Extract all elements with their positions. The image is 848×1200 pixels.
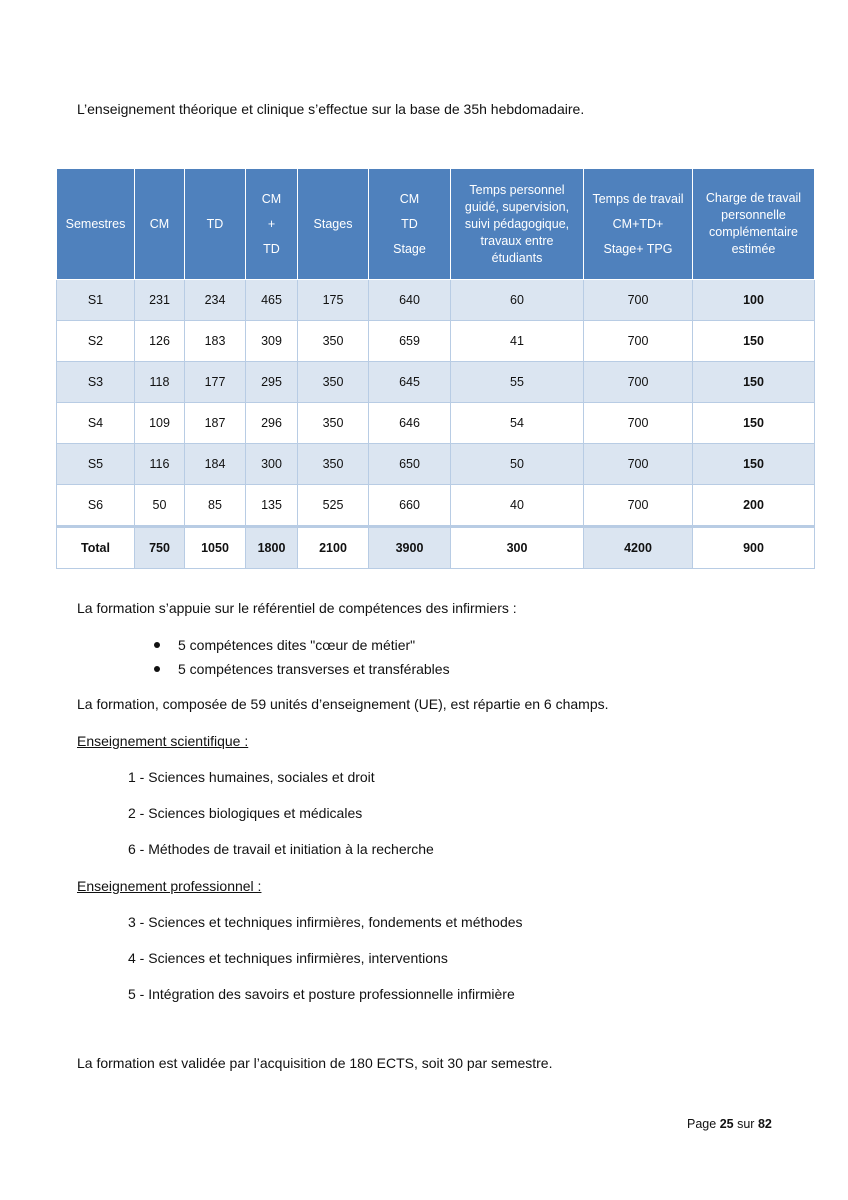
table-row bbox=[57, 485, 815, 527]
table-cell: 100 bbox=[693, 280, 815, 321]
header-semestres: Semestres bbox=[57, 169, 135, 280]
table-cell: 85 bbox=[185, 485, 246, 527]
composition-paragraph: La formation, composée de 59 unités d’enseignement (UE), est répartie en 6 champs. bbox=[77, 696, 609, 712]
row-label: S6 bbox=[57, 485, 135, 527]
table-cell: 187 bbox=[185, 403, 246, 444]
table-cell: 350 bbox=[298, 362, 369, 403]
row-label: S2 bbox=[57, 321, 135, 362]
champ-item: 5 - Intégration des savoirs et posture professionnelle infirmière bbox=[128, 986, 515, 1002]
table-cell: 350 bbox=[298, 403, 369, 444]
champ-item: 1 - Sciences humaines, sociales et droit bbox=[128, 769, 375, 785]
total-cell: 3900 bbox=[369, 527, 451, 569]
header-temps-de-travail: Temps de travail CM+TD+ Stage+ TPG bbox=[584, 169, 693, 280]
table-row bbox=[57, 403, 815, 444]
total-cell: 1800 bbox=[246, 527, 298, 569]
table-cell: 700 bbox=[584, 485, 693, 527]
section-title-scientifique: Enseignement scientifique : bbox=[77, 733, 249, 749]
list-item-text: 5 compétences dites "cœur de métier" bbox=[178, 637, 416, 653]
header-cm-plus-td: CM + TD bbox=[246, 169, 298, 280]
table-row bbox=[57, 280, 815, 321]
total-pages: 82 bbox=[757, 1117, 772, 1131]
table-row bbox=[57, 444, 815, 485]
table-cell: 309 bbox=[246, 321, 298, 362]
validation-paragraph: La formation est validée par l’acquisition de 180 ECTS, soit 30 par semestre. bbox=[77, 1055, 553, 1071]
table-cell: 645 bbox=[369, 362, 451, 403]
table-cell: 700 bbox=[584, 362, 693, 403]
table-cell: 296 bbox=[246, 403, 298, 444]
header-charge-de-travail: Charge de travail personnelle complémentaire estimée bbox=[693, 169, 815, 280]
row-label: S4 bbox=[57, 403, 135, 444]
total-cell: 2100 bbox=[298, 527, 369, 569]
header-cm-td-stage: CM TD Stage bbox=[369, 169, 451, 280]
table-cell: 184 bbox=[185, 444, 246, 485]
total-cell: 1050 bbox=[185, 527, 246, 569]
table-cell: 234 bbox=[185, 280, 246, 321]
table-cell: 525 bbox=[298, 485, 369, 527]
table-cell: 50 bbox=[135, 485, 185, 527]
table-cell: 700 bbox=[584, 403, 693, 444]
table-cell: 700 bbox=[584, 280, 693, 321]
table-cell: 465 bbox=[246, 280, 298, 321]
total-label: Total bbox=[57, 527, 135, 569]
table-cell: 150 bbox=[693, 444, 815, 485]
header-stages: Stages bbox=[298, 169, 369, 280]
bullet-icon bbox=[154, 666, 160, 672]
total-cell: 300 bbox=[451, 527, 584, 569]
table-cell: 700 bbox=[584, 321, 693, 362]
table-cell: 350 bbox=[298, 444, 369, 485]
champ-item: 3 - Sciences et techniques infirmières, fondements et méthodes bbox=[128, 914, 523, 930]
table-cell: 660 bbox=[369, 485, 451, 527]
table-cell: 659 bbox=[369, 321, 451, 362]
table-cell: 109 bbox=[135, 403, 185, 444]
table-cell: 116 bbox=[135, 444, 185, 485]
table-cell: 41 bbox=[451, 321, 584, 362]
total-cell: 900 bbox=[693, 527, 815, 569]
table-cell: 126 bbox=[135, 321, 185, 362]
total-cell: 750 bbox=[135, 527, 185, 569]
champ-item: 4 - Sciences et techniques infirmières, interventions bbox=[128, 950, 448, 966]
table-row bbox=[57, 362, 815, 403]
table-cell: 231 bbox=[135, 280, 185, 321]
table-header-row bbox=[57, 169, 815, 280]
table-cell: 54 bbox=[451, 403, 584, 444]
row-label: S1 bbox=[57, 280, 135, 321]
table-cell: 650 bbox=[369, 444, 451, 485]
table-cell: 350 bbox=[298, 321, 369, 362]
table-cell: 135 bbox=[246, 485, 298, 527]
table-row bbox=[57, 321, 815, 362]
referentiel-paragraph: La formation s’appuie sur le référentiel de compétences des infirmiers : bbox=[77, 600, 517, 616]
page-separator: sur bbox=[737, 1117, 755, 1131]
current-page: 25 bbox=[719, 1117, 734, 1131]
total-row bbox=[57, 527, 815, 569]
row-label: S3 bbox=[57, 362, 135, 403]
total-cell: 4200 bbox=[584, 527, 693, 569]
header-cm: CM bbox=[135, 169, 185, 280]
table-cell: 50 bbox=[451, 444, 584, 485]
list-item bbox=[150, 636, 450, 660]
list-item bbox=[150, 660, 450, 684]
table-cell: 640 bbox=[369, 280, 451, 321]
table-cell: 150 bbox=[693, 403, 815, 444]
table-cell: 118 bbox=[135, 362, 185, 403]
table-cell: 295 bbox=[246, 362, 298, 403]
page-number bbox=[687, 1117, 772, 1131]
table-cell: 150 bbox=[693, 321, 815, 362]
champ-item: 2 - Sciences biologiques et médicales bbox=[128, 805, 363, 821]
table-cell: 150 bbox=[693, 362, 815, 403]
champ-item: 6 - Méthodes de travail et initiation à la recherche bbox=[128, 841, 434, 857]
table-cell: 175 bbox=[298, 280, 369, 321]
bullet-icon bbox=[154, 642, 160, 648]
intro-paragraph: L’enseignement théorique et clinique s’effectue sur la base de 35h hebdomadaire. bbox=[77, 101, 585, 117]
table-cell: 55 bbox=[451, 362, 584, 403]
table-cell: 60 bbox=[451, 280, 584, 321]
header-temps-personnel: Temps personnel guidé, supervision, suivi pédagogique, travaux entre étudiants bbox=[451, 169, 584, 280]
list-item-text: 5 compétences transverses et transférables bbox=[178, 661, 450, 677]
table-cell: 183 bbox=[185, 321, 246, 362]
table-cell: 177 bbox=[185, 362, 246, 403]
page-prefix: Page bbox=[687, 1117, 717, 1131]
table-cell: 300 bbox=[246, 444, 298, 485]
table-cell: 200 bbox=[693, 485, 815, 527]
table-cell: 40 bbox=[451, 485, 584, 527]
table-cell: 646 bbox=[369, 403, 451, 444]
row-label: S5 bbox=[57, 444, 135, 485]
competences-list bbox=[150, 636, 450, 684]
hours-table bbox=[56, 168, 815, 569]
section-title-professionnel: Enseignement professionnel : bbox=[77, 878, 262, 894]
table-cell: 700 bbox=[584, 444, 693, 485]
header-td: TD bbox=[185, 169, 246, 280]
